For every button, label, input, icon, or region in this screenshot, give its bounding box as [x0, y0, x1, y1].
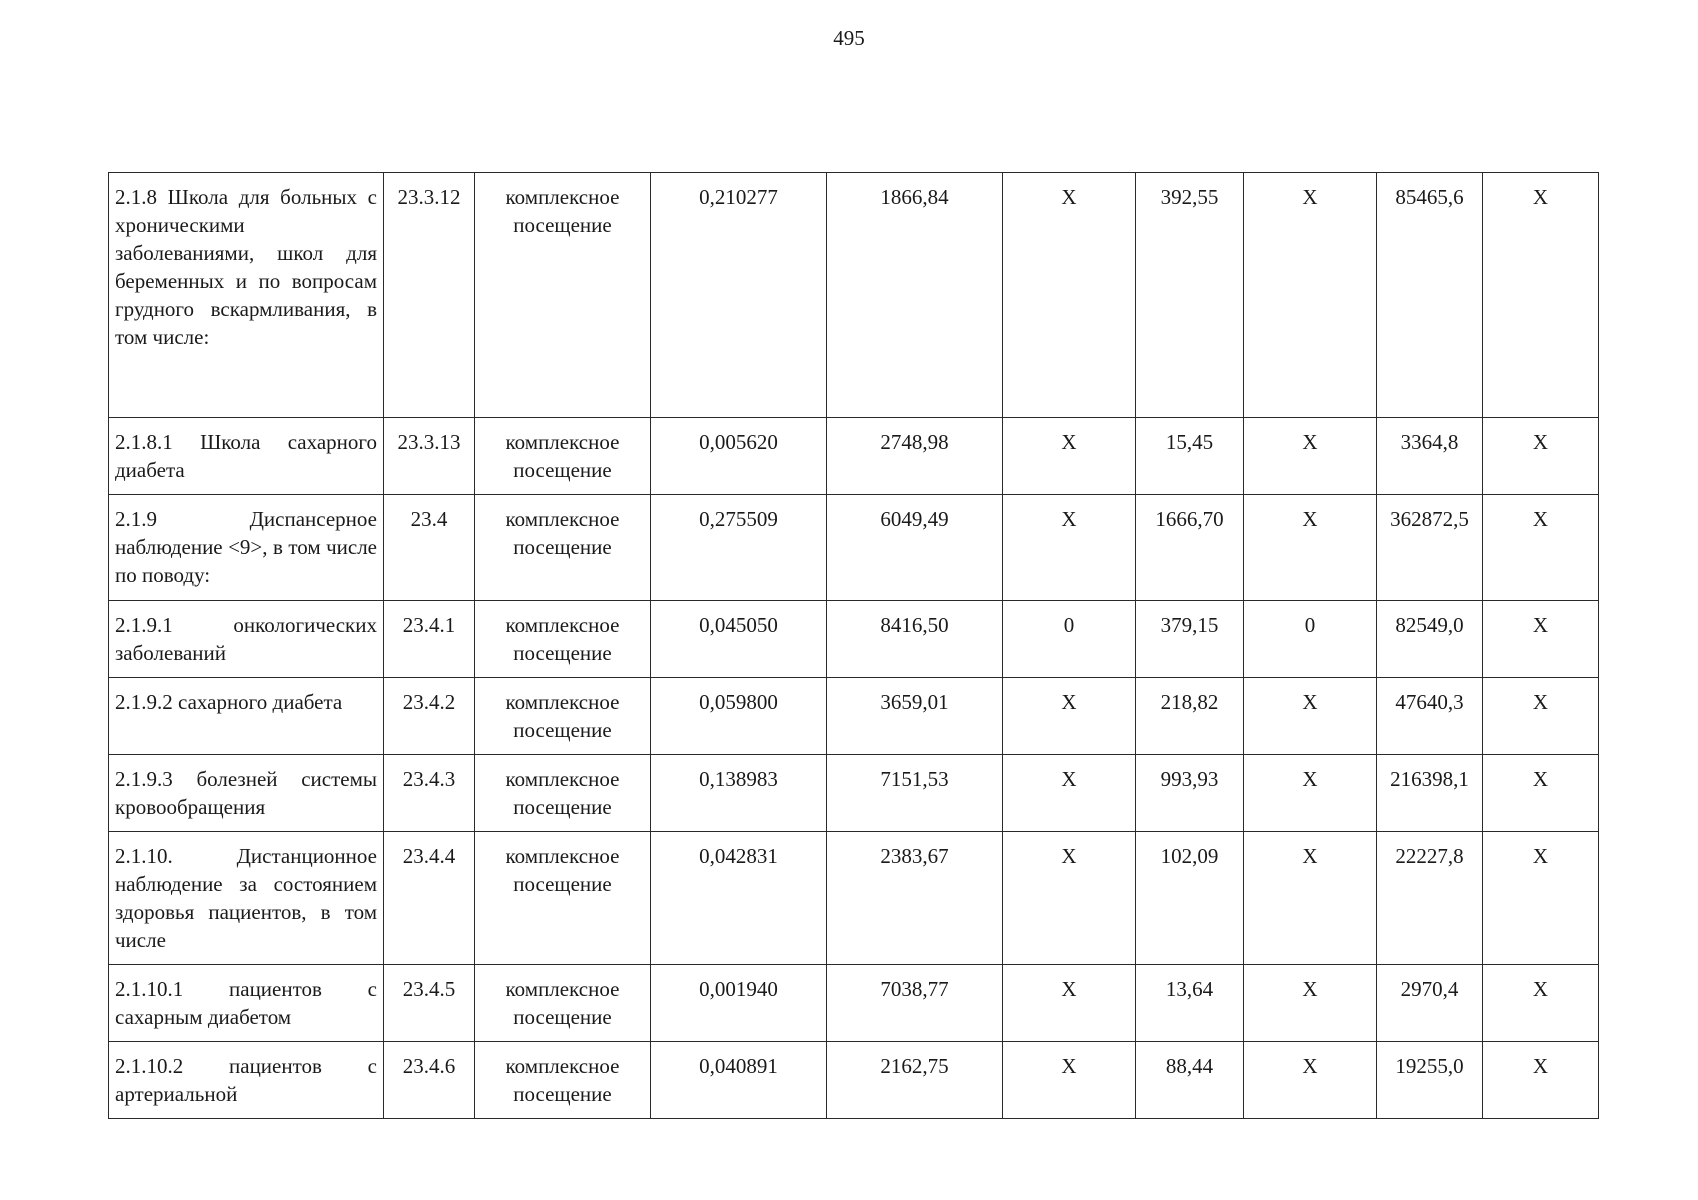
unit-cell: комплексное посещение: [475, 601, 651, 678]
col10-cell: X: [1483, 678, 1599, 755]
code-cell: 23.3.13: [384, 418, 475, 495]
col9-cell: 2970,4: [1377, 965, 1483, 1042]
unit-cell: комплексное посещение: [475, 678, 651, 755]
col6-cell: X: [1003, 495, 1136, 601]
col9-cell: 82549,0: [1377, 601, 1483, 678]
col10-cell: X: [1483, 601, 1599, 678]
indicator-name-cell: 2.1.9.3 болезней системы кровообращения: [109, 755, 384, 832]
unit-cell: комплексное посещение: [475, 832, 651, 965]
cost-cell: 6049,49: [827, 495, 1003, 601]
col7-cell: 218,82: [1136, 678, 1244, 755]
col10-cell: X: [1483, 418, 1599, 495]
table-row: [109, 678, 1599, 755]
indicator-name-cell: 2.1.10.2 пациентов с артериальной: [109, 1042, 384, 1119]
col10-cell: X: [1483, 965, 1599, 1042]
col6-cell: X: [1003, 418, 1136, 495]
unit-cell: комплексное посещение: [475, 755, 651, 832]
col7-cell: 13,64: [1136, 965, 1244, 1042]
page-number: 495: [833, 26, 865, 50]
unit-cell: комплексное посещение: [475, 495, 651, 601]
table-row: [109, 173, 1599, 418]
col9-cell: 362872,5: [1377, 495, 1483, 601]
col8-cell: X: [1244, 755, 1377, 832]
col7-cell: 102,09: [1136, 832, 1244, 965]
code-cell: 23.4.1: [384, 601, 475, 678]
table-row: [109, 1042, 1599, 1119]
col6-cell: X: [1003, 678, 1136, 755]
col9-cell: 85465,6: [1377, 173, 1483, 418]
col6-cell: X: [1003, 1042, 1136, 1119]
table-row: [109, 832, 1599, 965]
unit-cell: комплексное посещение: [475, 1042, 651, 1119]
norm-cell: 0,005620: [651, 418, 827, 495]
col7-cell: 88,44: [1136, 1042, 1244, 1119]
norm-cell: 0,042831: [651, 832, 827, 965]
col7-cell: 392,55: [1136, 173, 1244, 418]
table-row: [109, 495, 1599, 601]
code-cell: 23.4.3: [384, 755, 475, 832]
unit-cell: комплексное посещение: [475, 965, 651, 1042]
code-cell: 23.4.4: [384, 832, 475, 965]
code-cell: 23.4.6: [384, 1042, 475, 1119]
cost-cell: 7151,53: [827, 755, 1003, 832]
cost-cell: 2383,67: [827, 832, 1003, 965]
col8-cell: X: [1244, 495, 1377, 601]
col8-cell: 0: [1244, 601, 1377, 678]
code-cell: 23.4: [384, 495, 475, 601]
col8-cell: X: [1244, 832, 1377, 965]
table-row: [109, 418, 1599, 495]
col6-cell: X: [1003, 965, 1136, 1042]
col10-cell: X: [1483, 832, 1599, 965]
norm-cell: 0,059800: [651, 678, 827, 755]
table-row: [109, 755, 1599, 832]
norm-cell: 0,210277: [651, 173, 827, 418]
col10-cell: X: [1483, 173, 1599, 418]
norm-cell: 0,045050: [651, 601, 827, 678]
indicator-name-cell: 2.1.8 Школа для больных с хроническими заболеваниями, школ для беременных и по вопросам грудного вскармливания, в том числе:: [109, 173, 384, 418]
code-cell: 23.3.12: [384, 173, 475, 418]
indicator-name-cell: 2.1.9.2 сахарного диабета: [109, 678, 384, 755]
col6-cell: 0: [1003, 601, 1136, 678]
indicator-name-cell: 2.1.9 Диспансерное наблюдение <9>, в том числе по поводу:: [109, 495, 384, 601]
col6-cell: X: [1003, 832, 1136, 965]
col7-cell: 15,45: [1136, 418, 1244, 495]
col8-cell: X: [1244, 173, 1377, 418]
indicator-name-cell: 2.1.9.1 онкологических заболеваний: [109, 601, 384, 678]
unit-cell: комплексное посещение: [475, 418, 651, 495]
code-cell: 23.4.2: [384, 678, 475, 755]
norm-cell: 0,138983: [651, 755, 827, 832]
indicator-name-cell: 2.1.10.1 пациентов с сахарным диабетом: [109, 965, 384, 1042]
norm-cell: 0,001940: [651, 965, 827, 1042]
unit-cell: комплексное посещение: [475, 173, 651, 418]
col7-cell: 993,93: [1136, 755, 1244, 832]
col7-cell: 1666,70: [1136, 495, 1244, 601]
cost-cell: 1866,84: [827, 173, 1003, 418]
col9-cell: 47640,3: [1377, 678, 1483, 755]
cost-cell: 2162,75: [827, 1042, 1003, 1119]
data-table: [108, 172, 1599, 1119]
norm-cell: 0,275509: [651, 495, 827, 601]
col10-cell: X: [1483, 495, 1599, 601]
code-cell: 23.4.5: [384, 965, 475, 1042]
cost-cell: 8416,50: [827, 601, 1003, 678]
col10-cell: X: [1483, 1042, 1599, 1119]
table-body: [109, 173, 1599, 1119]
col8-cell: X: [1244, 678, 1377, 755]
col9-cell: 216398,1: [1377, 755, 1483, 832]
table-row: [109, 601, 1599, 678]
indicator-name-cell: 2.1.8.1 Школа сахарного диабета: [109, 418, 384, 495]
cost-cell: 2748,98: [827, 418, 1003, 495]
col9-cell: 22227,8: [1377, 832, 1483, 965]
indicator-name-cell: 2.1.10. Дистанционное наблюдение за состоянием здоровья пациентов, в том числе: [109, 832, 384, 965]
col6-cell: X: [1003, 755, 1136, 832]
col7-cell: 379,15: [1136, 601, 1244, 678]
col6-cell: X: [1003, 173, 1136, 418]
norm-cell: 0,040891: [651, 1042, 827, 1119]
cost-cell: 3659,01: [827, 678, 1003, 755]
col8-cell: X: [1244, 418, 1377, 495]
table-row: [109, 965, 1599, 1042]
col10-cell: X: [1483, 755, 1599, 832]
col8-cell: X: [1244, 1042, 1377, 1119]
col9-cell: 19255,0: [1377, 1042, 1483, 1119]
col9-cell: 3364,8: [1377, 418, 1483, 495]
col8-cell: X: [1244, 965, 1377, 1042]
cost-cell: 7038,77: [827, 965, 1003, 1042]
